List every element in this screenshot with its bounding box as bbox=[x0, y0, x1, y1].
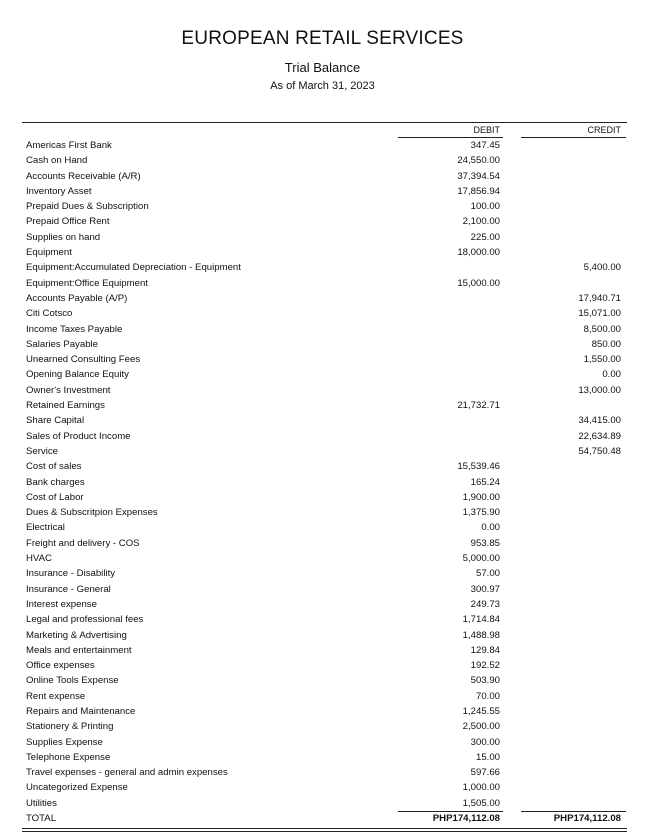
table-row bbox=[0, 306, 645, 321]
table-row bbox=[0, 628, 645, 643]
credit-amount: 1,550.00 bbox=[583, 354, 621, 366]
total-credit: PHP174,112.08 bbox=[553, 813, 621, 825]
account-name: Accounts Payable (A/P) bbox=[26, 292, 128, 304]
debit-amount: 129.84 bbox=[470, 644, 500, 656]
table-row bbox=[0, 184, 645, 199]
account-name: Salaries Payable bbox=[26, 338, 98, 350]
account-name: Telephone Expense bbox=[26, 751, 111, 763]
table-row bbox=[0, 673, 645, 688]
debit-amount: 300.97 bbox=[470, 583, 500, 595]
table-row bbox=[0, 138, 645, 153]
account-name: Travel expenses - general and admin expenses bbox=[26, 767, 228, 779]
account-name: Cost of sales bbox=[26, 461, 82, 473]
debit-amount: 165.24 bbox=[470, 476, 500, 488]
company-name: EUROPEAN RETAIL SERVICES bbox=[181, 28, 464, 49]
table-row bbox=[0, 765, 645, 780]
table-row bbox=[0, 551, 645, 566]
account-name: Meals and entertainment bbox=[26, 644, 132, 656]
debit-amount: 24,550.00 bbox=[457, 155, 500, 167]
debit-amount: 15,539.46 bbox=[457, 461, 500, 473]
credit-amount: 34,415.00 bbox=[578, 415, 621, 427]
account-name: Inventory Asset bbox=[26, 185, 92, 197]
debit-amount: 15.00 bbox=[475, 751, 500, 763]
credit-amount: 17,940.71 bbox=[578, 292, 621, 304]
table-row bbox=[0, 704, 645, 719]
report-date: As of March 31, 2023 bbox=[270, 80, 375, 92]
debit-amount: 300.00 bbox=[470, 736, 500, 748]
debit-column-header: DEBIT bbox=[473, 125, 500, 135]
debit-amount: 249.73 bbox=[470, 598, 500, 610]
table-row bbox=[0, 520, 645, 535]
table-row bbox=[0, 153, 645, 168]
table-row bbox=[0, 735, 645, 750]
debit-amount: 70.00 bbox=[475, 690, 500, 702]
account-name: Unearned Consulting Fees bbox=[26, 354, 141, 366]
account-name: Electrical bbox=[26, 522, 65, 534]
credit-amount: 5,400.00 bbox=[583, 262, 621, 274]
debit-amount: 15,000.00 bbox=[457, 277, 500, 289]
account-name: Interest expense bbox=[26, 598, 97, 610]
account-name: Retained Earnings bbox=[26, 400, 105, 412]
table-row bbox=[0, 566, 645, 581]
account-name: Cost of Labor bbox=[26, 491, 84, 503]
total-row bbox=[0, 811, 645, 826]
report-title: Trial Balance bbox=[284, 60, 361, 75]
debit-amount: 21,732.71 bbox=[457, 400, 500, 412]
debit-amount: 1,900.00 bbox=[462, 491, 500, 503]
credit-amount: 13,000.00 bbox=[578, 384, 621, 396]
debit-amount: 37,394.54 bbox=[457, 170, 500, 182]
account-name: Prepaid Office Rent bbox=[26, 216, 110, 228]
account-name: Supplies Expense bbox=[26, 736, 103, 748]
debit-amount: 17,856.94 bbox=[457, 185, 500, 197]
table-row bbox=[0, 260, 645, 275]
account-name: Stationery & Printing bbox=[26, 721, 114, 733]
table-row bbox=[0, 444, 645, 459]
debit-amount: 1,488.98 bbox=[462, 629, 500, 641]
account-name: Sales of Product Income bbox=[26, 430, 131, 442]
table-row bbox=[0, 612, 645, 627]
account-name: Equipment:Office Equipment bbox=[26, 277, 148, 289]
account-name: Equipment:Accumulated Depreciation - Equipment bbox=[26, 262, 241, 274]
account-name: Rent expense bbox=[26, 690, 86, 702]
account-name: Supplies on hand bbox=[26, 231, 101, 243]
debit-amount: 0.00 bbox=[481, 522, 500, 534]
debit-amount: 225.00 bbox=[470, 231, 500, 243]
account-name: Accounts Receivable (A/R) bbox=[26, 170, 141, 182]
account-name: Income Taxes Payable bbox=[26, 323, 123, 335]
table-row bbox=[0, 475, 645, 490]
table-row bbox=[0, 337, 645, 352]
account-name: Americas First Bank bbox=[26, 140, 112, 151]
account-name: Opening Balance Equity bbox=[26, 369, 129, 381]
debit-amount: 18,000.00 bbox=[457, 247, 500, 259]
table-top-rule bbox=[22, 122, 627, 123]
debit-amount: 1,505.00 bbox=[462, 797, 500, 809]
credit-amount: 0.00 bbox=[602, 369, 621, 381]
debit-subtotal-rule bbox=[398, 811, 503, 812]
table-row bbox=[0, 352, 645, 367]
table-row bbox=[0, 214, 645, 229]
credit-amount: 8,500.00 bbox=[583, 323, 621, 335]
table-row bbox=[0, 245, 645, 260]
credit-amount: 15,071.00 bbox=[578, 308, 621, 320]
table-row bbox=[0, 536, 645, 551]
total-label: TOTAL bbox=[26, 813, 57, 825]
debit-amount: 347.45 bbox=[470, 140, 500, 151]
credit-subtotal-rule bbox=[521, 811, 626, 812]
debit-amount: 2,500.00 bbox=[462, 721, 500, 733]
debit-amount: 57.00 bbox=[475, 568, 500, 580]
account-name: Bank charges bbox=[26, 476, 85, 488]
table-row bbox=[0, 367, 645, 382]
total-double-rule bbox=[22, 828, 627, 832]
table-row bbox=[0, 780, 645, 795]
table-row bbox=[0, 597, 645, 612]
table-row bbox=[0, 719, 645, 734]
debit-amount: 503.90 bbox=[470, 675, 500, 687]
table-row bbox=[0, 750, 645, 765]
table-row bbox=[0, 459, 645, 474]
account-name: Service bbox=[26, 445, 58, 457]
account-name: Cash on Hand bbox=[26, 155, 88, 167]
account-name: Legal and professional fees bbox=[26, 614, 144, 626]
table-row bbox=[0, 413, 645, 428]
table-row bbox=[0, 322, 645, 337]
credit-amount: 22,634.89 bbox=[578, 430, 621, 442]
account-name: Office expenses bbox=[26, 660, 95, 672]
table-row bbox=[0, 582, 645, 597]
account-name: Share Capital bbox=[26, 415, 85, 427]
table-row bbox=[0, 658, 645, 673]
debit-amount: 192.52 bbox=[470, 660, 500, 672]
table-row bbox=[0, 230, 645, 245]
account-name: Marketing & Advertising bbox=[26, 629, 127, 641]
table-row bbox=[0, 383, 645, 398]
table-row bbox=[0, 796, 645, 811]
account-name: HVAC bbox=[26, 553, 52, 565]
table-row bbox=[0, 291, 645, 306]
account-name: Utilities bbox=[26, 797, 57, 809]
table-row bbox=[0, 643, 645, 658]
table-row bbox=[0, 169, 645, 184]
total-debit: PHP174,112.08 bbox=[432, 813, 500, 825]
debit-amount: 1,245.55 bbox=[462, 705, 500, 717]
account-name: Owner's Investment bbox=[26, 384, 111, 396]
credit-column-header: CREDIT bbox=[587, 125, 621, 135]
account-name: Dues & Subscritpion Expenses bbox=[26, 507, 158, 519]
table-row bbox=[0, 276, 645, 291]
debit-amount: 100.00 bbox=[470, 201, 500, 213]
table-row bbox=[0, 490, 645, 505]
credit-amount: 850.00 bbox=[591, 338, 621, 350]
account-name: Repairs and Maintenance bbox=[26, 705, 136, 717]
account-name: Prepaid Dues & Subscription bbox=[26, 201, 149, 213]
debit-amount: 1,000.00 bbox=[462, 782, 500, 794]
credit-amount: 54,750.48 bbox=[578, 445, 621, 457]
account-name: Citi Cotsco bbox=[26, 308, 73, 320]
debit-amount: 5,000.00 bbox=[462, 553, 500, 565]
debit-amount: 1,375.90 bbox=[462, 507, 500, 519]
table-row bbox=[0, 505, 645, 520]
table-row bbox=[0, 689, 645, 704]
table-row bbox=[0, 398, 645, 413]
account-name: Insurance - General bbox=[26, 583, 111, 595]
debit-amount: 597.66 bbox=[470, 767, 500, 779]
account-name: Equipment bbox=[26, 247, 72, 259]
debit-amount: 953.85 bbox=[470, 537, 500, 549]
table-row bbox=[0, 199, 645, 214]
account-name: Insurance - Disability bbox=[26, 568, 116, 580]
trial-balance-table bbox=[0, 138, 645, 826]
account-name: Freight and delivery - COS bbox=[26, 537, 140, 549]
table-row bbox=[0, 429, 645, 444]
debit-amount: 2,100.00 bbox=[462, 216, 500, 228]
account-name: Online Tools Expense bbox=[26, 675, 119, 687]
debit-amount: 1,714.84 bbox=[462, 614, 500, 626]
account-name: Uncategorized Expense bbox=[26, 782, 128, 794]
